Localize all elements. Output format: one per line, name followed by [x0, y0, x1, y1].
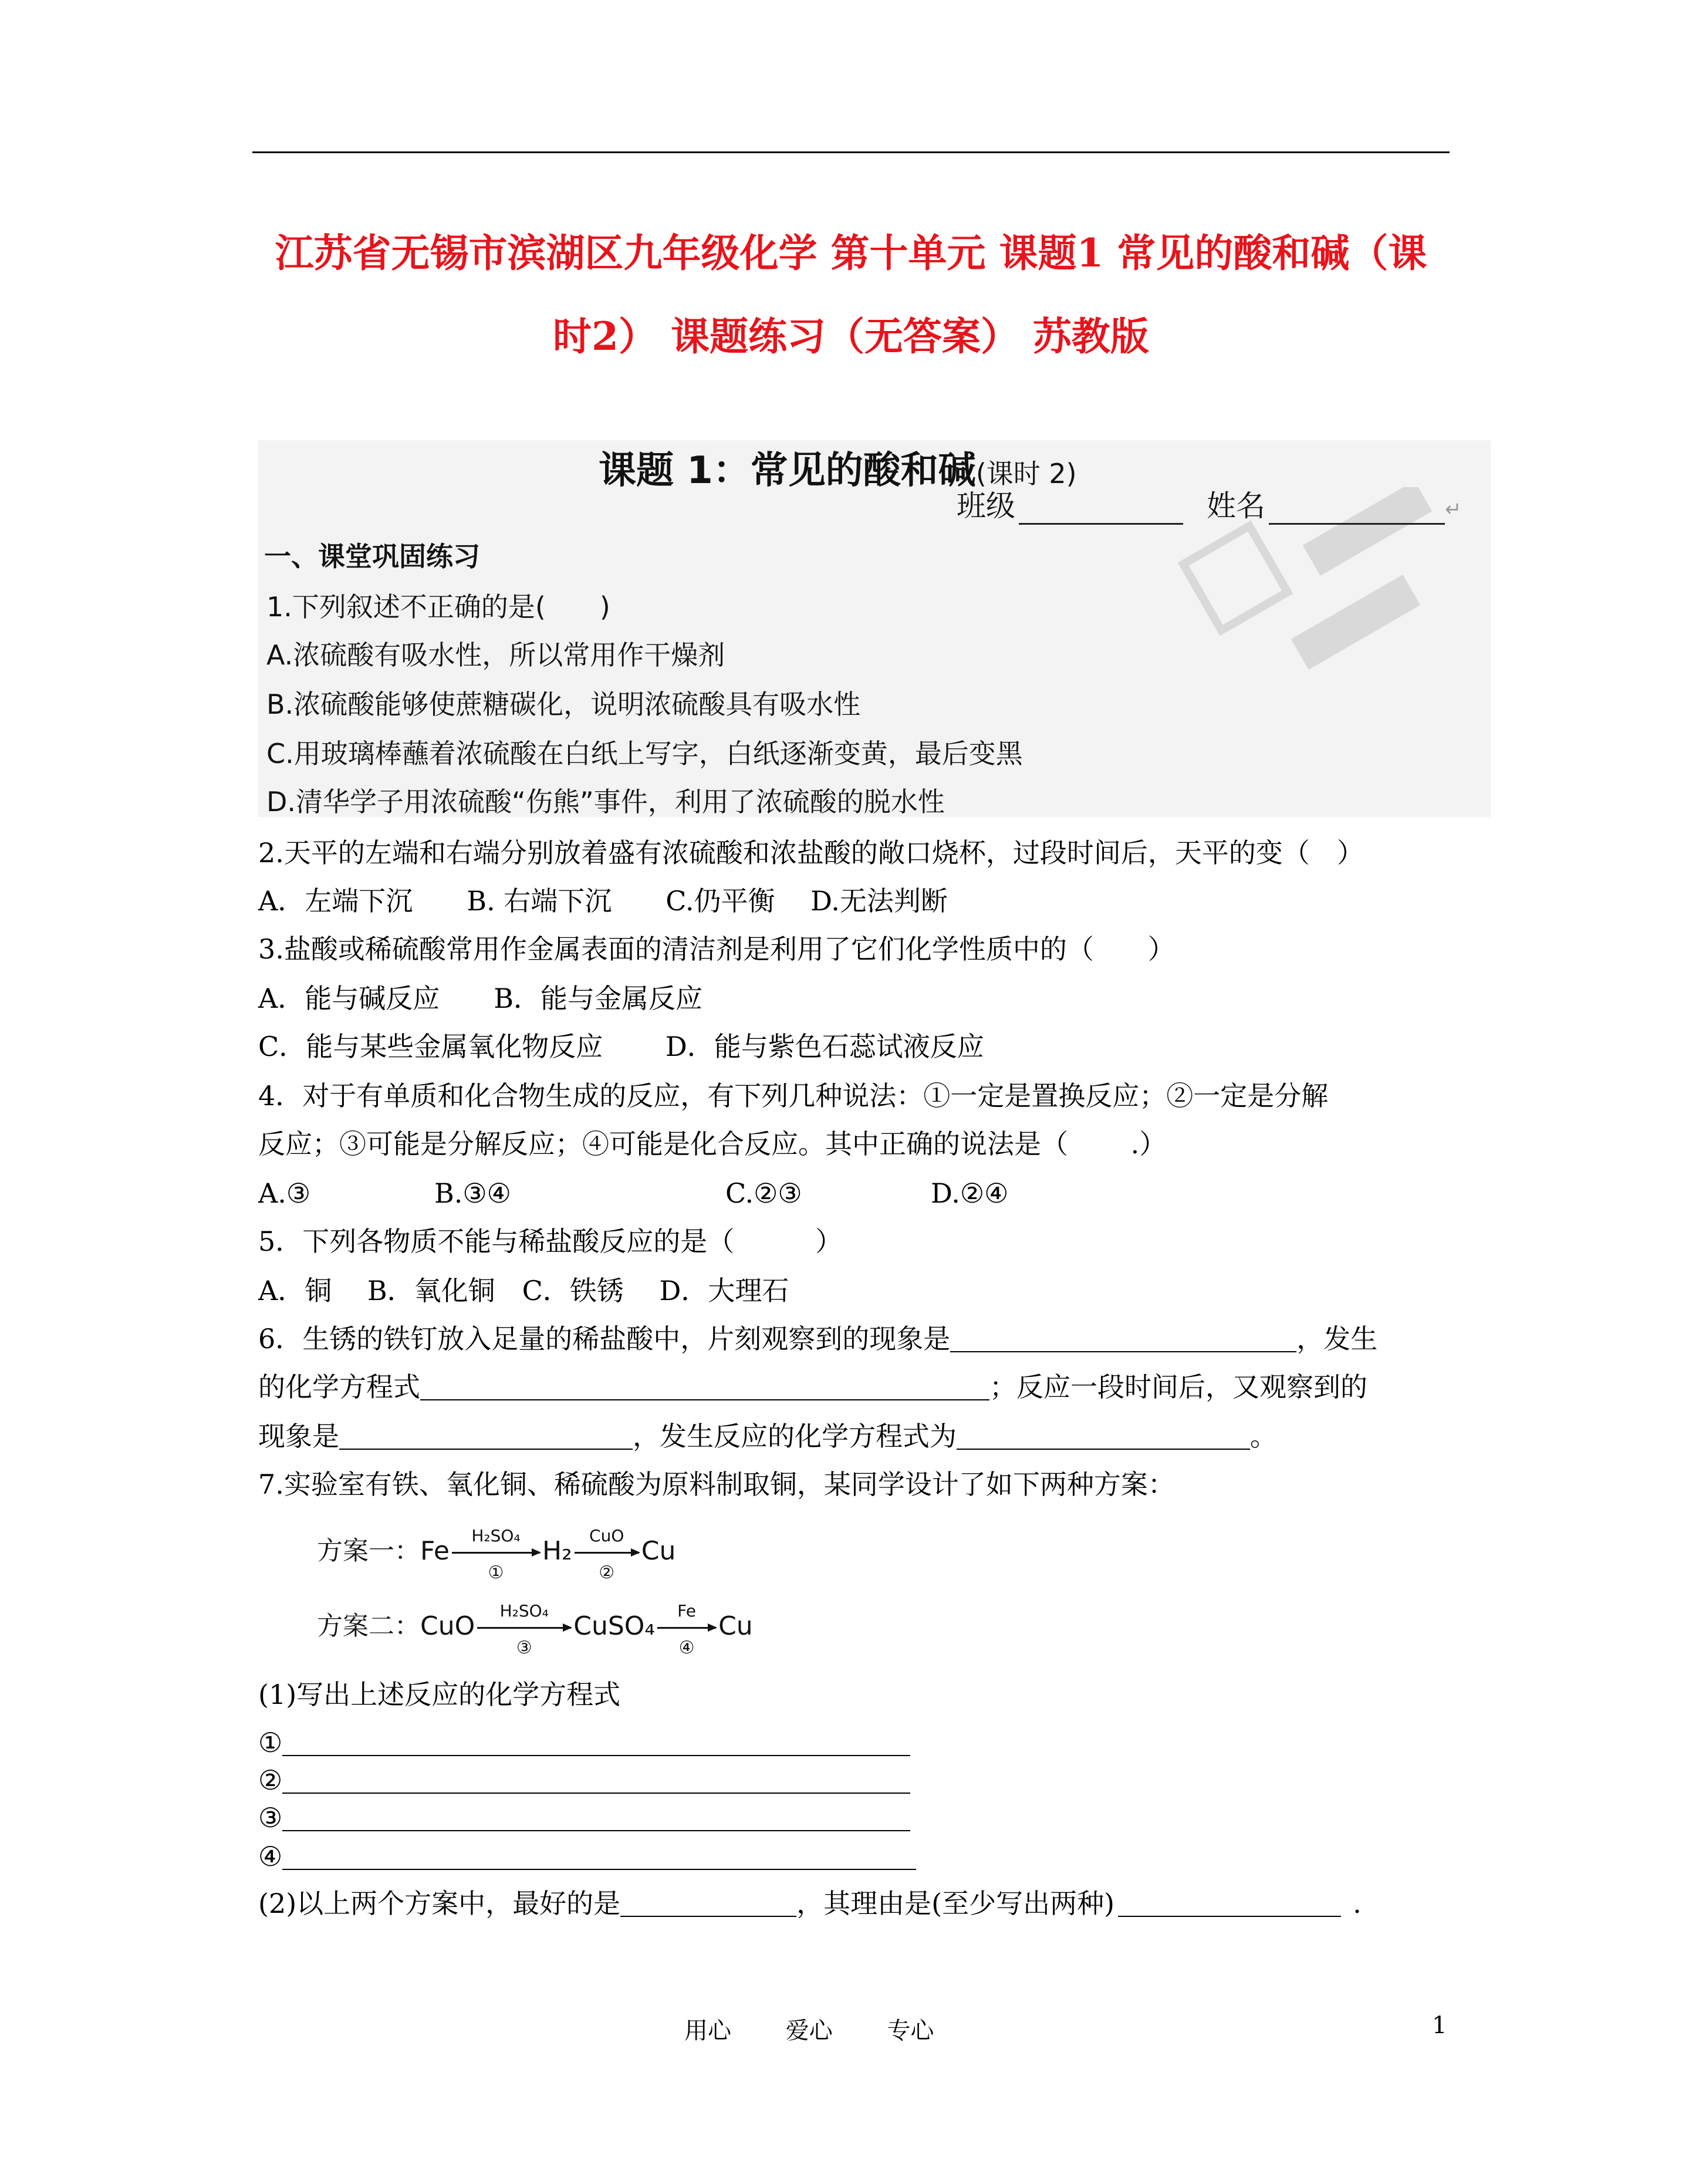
equation-3-blank[interactable]: [282, 1807, 910, 1831]
q6-blank-phenomenon-1[interactable]: [950, 1328, 1296, 1352]
reason-blank[interactable]: [1118, 1892, 1341, 1917]
subquestion-2: (2)以上两个方案中，最好的是 ，其理由是(至少写出两种) .: [258, 1888, 1362, 1919]
question-6-line-3: 现象是 ，发生反应的化学方程式为 。: [258, 1420, 1277, 1452]
question-1-option-a: A.浓硫酸有吸水性，所以常用作干燥剂: [266, 639, 725, 671]
footer-motto: 用心 爱心 专心: [684, 2017, 934, 2044]
class-name-fields: 班级 姓名 ↵: [957, 482, 1462, 525]
question-5: 5．下列各物质不能与稀盐酸反应的是（ ）: [258, 1226, 843, 1257]
question-1-option-c: C.用玻璃棒蘸着浓硫酸在白纸上写字，白纸逐渐变黄，最后变黑: [266, 738, 1023, 769]
worksheet-image: [258, 440, 1491, 817]
equation-4-blank[interactable]: [282, 1845, 916, 1870]
document-title-line-1: 江苏省无锡市滨湖区九年级化学 第十单元 课题1 常见的酸和碱（课: [275, 230, 1427, 276]
equation-3-line: ③: [258, 1804, 910, 1831]
subquestion-1: (1)写出上述反应的化学方程式: [258, 1679, 621, 1710]
worksheet-title-sub: (课时 2): [975, 458, 1077, 490]
question-2-options: A．左端下沉 B. 右端下沉 C.仍平衡 D.无法判断: [258, 885, 948, 917]
q6-blank-equation-2[interactable]: [957, 1425, 1250, 1450]
question-3-options-cd: C．能与某些金属氧化物反应 D．能与紫色石蕊试液反应: [258, 1031, 984, 1062]
equation-2-line: ②: [258, 1767, 910, 1794]
question-7: 7.实验室有铁、氧化铜、稀硫酸为原料制取铜，某同学设计了如下两种方案：: [258, 1469, 1175, 1500]
question-4-line-1: 4．对于有单质和化合物生成的反应，有下列几种说法：①一定是置换反应；②一定是分解: [258, 1080, 1329, 1112]
question-5-options: A．铜 B．氧化铜 C．铁锈 D．大理石: [258, 1275, 789, 1307]
class-label: 班级: [957, 489, 1015, 523]
q6-blank-phenomenon-2[interactable]: [339, 1425, 633, 1450]
question-3: 3.盐酸或稀硫酸常用作金属表面的清洁剂是利用了它们化学性质中的（ ）: [258, 933, 1175, 965]
question-1: 1.下列叙述不正确的是( ): [266, 591, 610, 623]
equation-1-line: ①: [258, 1729, 910, 1756]
question-4-option-b: B.③④: [434, 1177, 511, 1209]
q6-blank-equation-1[interactable]: [420, 1376, 989, 1400]
question-4-option-d: D.②④: [931, 1177, 1009, 1209]
scheme-1: 方案一：Fe H₂SO₄ ① H₂ CuO ② Cu: [317, 1525, 676, 1583]
scheme-2-arrow-1: H₂SO₄ ③: [477, 1627, 571, 1629]
document-title-line-2: 时2） 课题练习（无答案） 苏教版: [553, 313, 1149, 359]
question-1-option-b: B.浓硫酸能够使蔗糖碳化，说明浓硫酸具有吸水性: [266, 688, 861, 720]
question-4-option-c: C.②③: [725, 1177, 802, 1209]
name-blank[interactable]: [1269, 499, 1445, 525]
question-6-line-1: 6．生锈的铁钉放入足量的稀盐酸中，片刻观察到的现象是 ，发生: [258, 1323, 1378, 1355]
scheme-1-arrow-2: CuO ②: [575, 1552, 639, 1554]
worksheet-title: 课题 1：常见的酸和碱(课时 2): [599, 449, 1077, 492]
scheme-1-arrow-1: H₂SO₄ ①: [452, 1552, 540, 1554]
question-3-options-ab: A．能与碱反应 B．能与金属反应: [258, 983, 703, 1014]
equation-1-blank[interactable]: [282, 1731, 910, 1756]
name-label: 姓名: [1207, 489, 1265, 523]
section-heading: 一、课堂巩固练习: [264, 541, 480, 572]
scheme-2-arrow-2: Fe ④: [657, 1627, 716, 1629]
scheme-2: 方案二：CuO H₂SO₄ ③ CuSO₄ Fe ④ Cu: [317, 1601, 753, 1658]
page-number: 1: [1432, 2012, 1447, 2039]
question-1-option-d: D.清华学子用浓硫酸“伤熊”事件，利用了浓硫酸的脱水性: [266, 786, 945, 818]
header-rule: [252, 151, 1450, 153]
equation-2-blank[interactable]: [282, 1769, 910, 1794]
best-scheme-blank[interactable]: [620, 1892, 796, 1917]
question-2: 2.天平的左端和右端分别放着盛有浓硫酸和浓盐酸的敞口烧杯，过段时间后，天平的变（ ）: [258, 837, 1364, 869]
question-4-option-a: A.③: [258, 1177, 311, 1209]
equation-4-line: ④: [258, 1843, 916, 1870]
class-blank[interactable]: [1019, 499, 1183, 525]
question-6-line-2: 的化学方程式 ；反应一段时间后，又观察到的: [258, 1371, 1367, 1403]
question-4-line-2: 反应；③可能是分解反应；④可能是化合反应。其中正确的说法是（ .）: [258, 1128, 1167, 1160]
